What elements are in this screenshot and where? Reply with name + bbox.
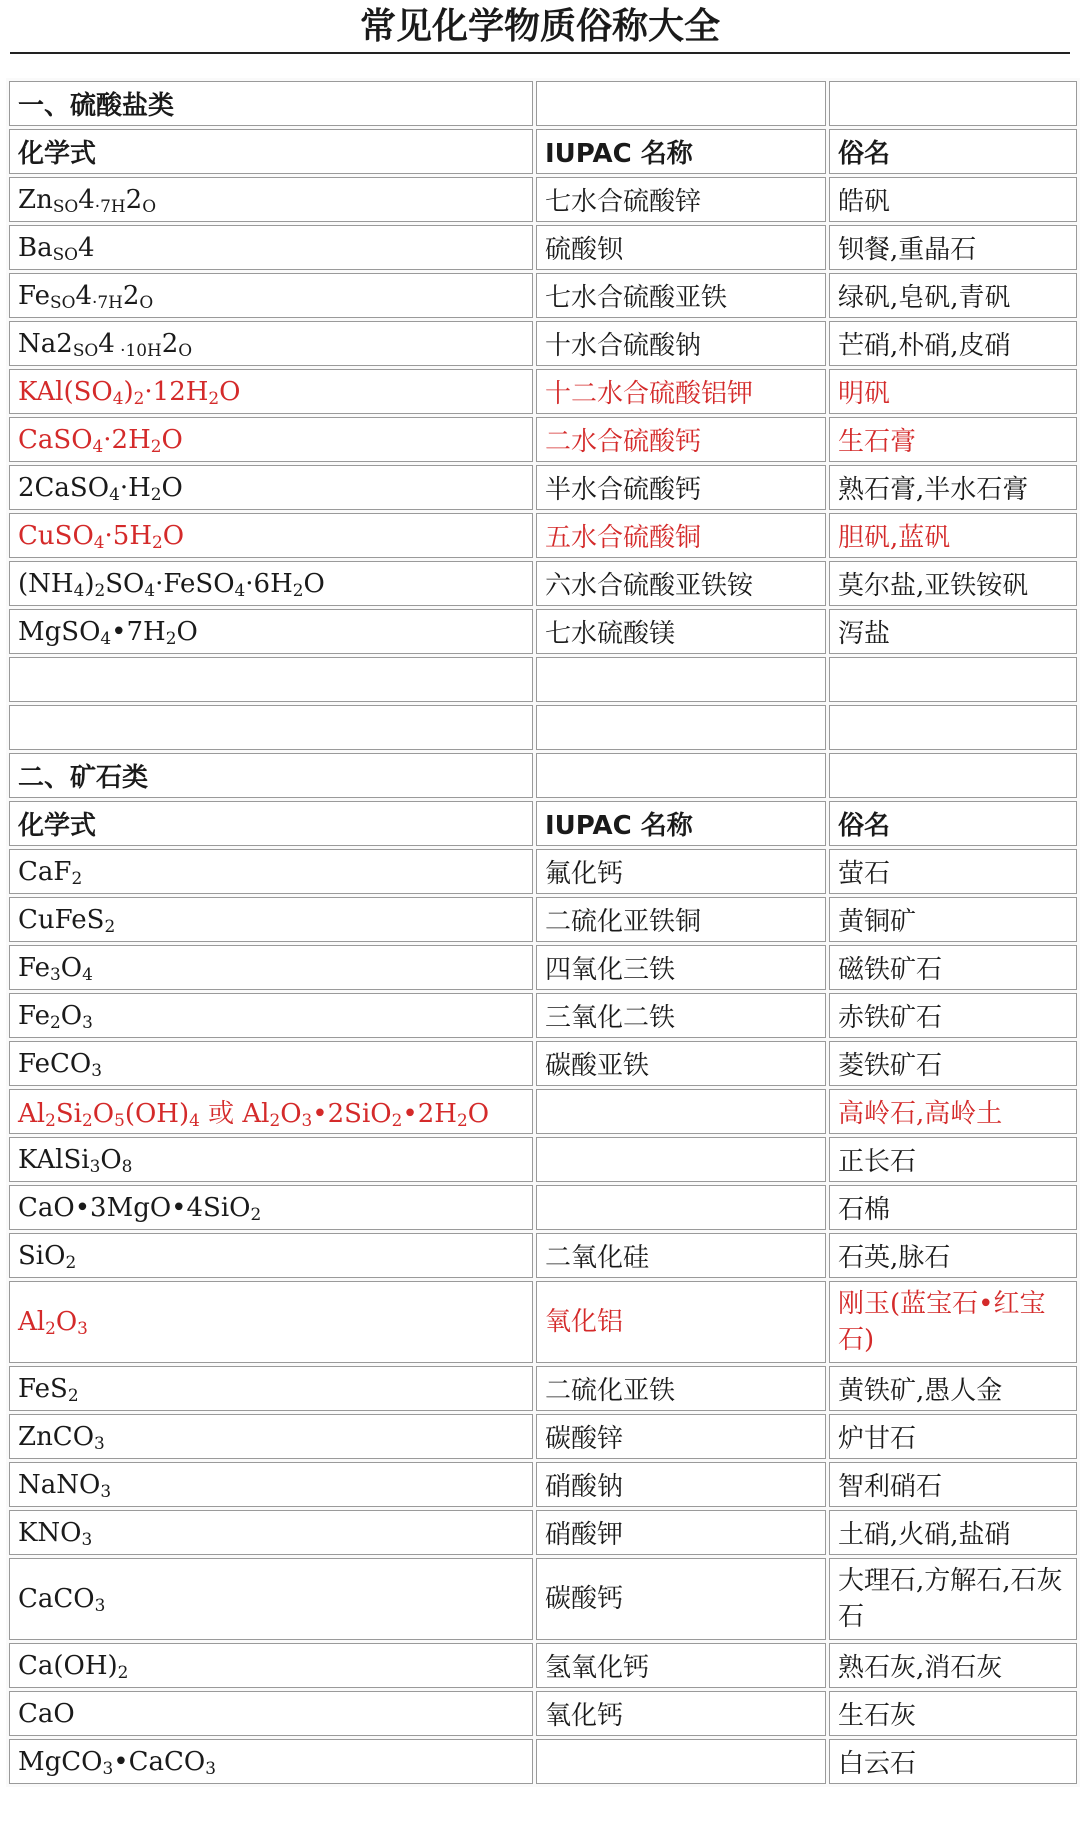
formula-cell: $CuSO_4\cdot 5H_2O$ [9, 513, 533, 558]
formula-cell: $MgSO_4•7H_2O$ [9, 609, 533, 654]
formula-cell: CaF$_2$ [9, 849, 533, 894]
table-row [9, 1462, 1077, 1507]
formula-cell: $Fe_3O_4$ [9, 945, 533, 990]
empty-cell [829, 81, 1077, 126]
iupac-name-cell [536, 1739, 826, 1784]
empty-cell [829, 753, 1077, 798]
common-name-cell: 白云石 [829, 1739, 1077, 1784]
common-name-cell: 明矾 [829, 369, 1077, 414]
table-row [9, 561, 1077, 606]
iupac-name-cell: 碳酸锌 [536, 1414, 826, 1459]
table-row [9, 417, 1077, 462]
formula-cell: SiO$_2$ [9, 1233, 533, 1278]
empty-cell [9, 657, 533, 702]
table-row [9, 897, 1077, 942]
common-name-cell: 土硝,火硝,盐硝 [829, 1510, 1077, 1555]
table-row [9, 1691, 1077, 1736]
iupac-name-cell: 十水合硫酸钠 [536, 321, 826, 366]
common-name-cell: 大理石,方解石,石灰石 [829, 1558, 1077, 1640]
formula-cell: $Ba_{SO}4$ [9, 225, 533, 270]
table-row [9, 177, 1077, 222]
table-row [9, 273, 1077, 318]
empty-cell [536, 81, 826, 126]
formula-cell: FeS$_2$ [9, 1366, 533, 1411]
table-row [9, 1643, 1077, 1688]
formula-cell: FeCO$_3$ [9, 1041, 533, 1086]
empty-cell [536, 657, 826, 702]
section-heading-row [9, 753, 1077, 798]
table-row [9, 1137, 1077, 1182]
common-name-cell: 石棉 [829, 1185, 1077, 1230]
table-row [9, 1233, 1077, 1278]
table-row [9, 1558, 1077, 1640]
iupac-name-cell: 碳酸钙 [536, 1558, 826, 1640]
table-row [9, 849, 1077, 894]
column-header: IUPAC 名称 [536, 129, 826, 174]
table-row [9, 513, 1077, 558]
table-row [9, 465, 1077, 510]
iupac-name-cell: 四氧化三铁 [536, 945, 826, 990]
empty-cell [536, 753, 826, 798]
formula-cell: $KAl(SO_4)_2\cdot 12H_2O$ [9, 369, 533, 414]
iupac-name-cell [536, 1137, 826, 1182]
common-name-cell: 萤石 [829, 849, 1077, 894]
table-row [9, 993, 1077, 1038]
formula-cell: CaCO$_3$ [9, 1558, 533, 1640]
iupac-name-cell: 硫酸钡 [536, 225, 826, 270]
formula-cell: $Al_2O_3$ [9, 1281, 533, 1363]
common-name-cell: 刚玉(蓝宝石•红宝石) [829, 1281, 1077, 1363]
table-row [9, 1366, 1077, 1411]
common-name-cell: 正长石 [829, 1137, 1077, 1182]
iupac-name-cell: 硝酸钾 [536, 1510, 826, 1555]
table-row [9, 369, 1077, 414]
formula-cell: CuFeS$_2$ [9, 897, 533, 942]
formula-cell: $Al_2Si_2O_5(OH)_4$ 或 $Al_2O_3•2SiO_2•2H_2O$ [9, 1089, 533, 1134]
iupac-name-cell: 碳酸亚铁 [536, 1041, 826, 1086]
iupac-name-cell: 氧化铝 [536, 1281, 826, 1363]
iupac-name-cell: 氢氧化钙 [536, 1643, 826, 1688]
common-name-cell: 菱铁矿石 [829, 1041, 1077, 1086]
iupac-name-cell: 七水硫酸镁 [536, 609, 826, 654]
table-row [9, 1041, 1077, 1086]
substance-table [6, 78, 1080, 1787]
column-header-row [9, 129, 1077, 174]
iupac-name-cell: 氟化钙 [536, 849, 826, 894]
formula-cell: $Fe_{SO}4_{\cdot 7H}2_O$ [9, 273, 533, 318]
page-title: 常见化学物质俗称大全 [359, 6, 720, 47]
common-name-cell: 黄铜矿 [829, 897, 1077, 942]
empty-cell [9, 705, 533, 750]
empty-cell [829, 657, 1077, 702]
section-heading: 一、硫酸盐类 [9, 81, 533, 126]
common-name-cell: 高岭石,高岭土 [829, 1089, 1077, 1134]
formula-cell: $2CaSO_4\cdot H_2O$ [9, 465, 533, 510]
common-name-cell: 莫尔盐,亚铁铵矾 [829, 561, 1077, 606]
table-body [9, 81, 1077, 1784]
empty-cell [829, 705, 1077, 750]
table-row [9, 1510, 1077, 1555]
common-name-cell: 胆矾,蓝矾 [829, 513, 1077, 558]
table-row [9, 945, 1077, 990]
section-heading: 二、矿石类 [9, 753, 533, 798]
table-row [9, 609, 1077, 654]
table-row [9, 225, 1077, 270]
iupac-name-cell: 六水合硫酸亚铁铵 [536, 561, 826, 606]
empty-cell [536, 705, 826, 750]
formula-cell: $Ca(OH)_2$ [9, 1643, 533, 1688]
iupac-name-cell: 二氧化硅 [536, 1233, 826, 1278]
formula-cell: MgCO$_3$•CaCO$_3$ [9, 1739, 533, 1784]
formula-cell: $Na2_{SO}4$ $_{\cdot 10H}2_O$ [9, 321, 533, 366]
common-name-cell: 智利硝石 [829, 1462, 1077, 1507]
common-name-cell: 熟石灰,消石灰 [829, 1643, 1077, 1688]
table-container [6, 78, 1074, 1787]
iupac-name-cell [536, 1185, 826, 1230]
common-name-cell: 芒硝,朴硝,皮硝 [829, 321, 1077, 366]
common-name-cell: 黄铁矿,愚人金 [829, 1366, 1077, 1411]
formula-cell: NaNO$_3$ [9, 1462, 533, 1507]
blank-row [9, 705, 1077, 750]
iupac-name-cell: 七水合硫酸亚铁 [536, 273, 826, 318]
iupac-name-cell: 十二水合硫酸铝钾 [536, 369, 826, 414]
table-row [9, 1089, 1077, 1134]
table-row [9, 1185, 1077, 1230]
table-row [9, 1739, 1077, 1784]
formula-cell: $Zn_{SO}4_{\cdot 7H}2_O$ [9, 177, 533, 222]
title-underline [10, 52, 1070, 54]
formula-cell: CaO [9, 1691, 533, 1736]
common-name-cell: 磁铁矿石 [829, 945, 1077, 990]
section-heading-row [9, 81, 1077, 126]
iupac-name-cell: 三氧化二铁 [536, 993, 826, 1038]
common-name-cell: 泻盐 [829, 609, 1077, 654]
formula-cell: $KNO_3$ [9, 1510, 533, 1555]
common-name-cell: 皓矾 [829, 177, 1077, 222]
common-name-cell: 熟石膏,半水石膏 [829, 465, 1077, 510]
formula-cell: CaO•3MgO•4SiO$_2$ [9, 1185, 533, 1230]
common-name-cell: 生石灰 [829, 1691, 1077, 1736]
iupac-name-cell: 硝酸钠 [536, 1462, 826, 1507]
common-name-cell: 生石膏 [829, 417, 1077, 462]
common-name-cell: 绿矾,皂矾,青矾 [829, 273, 1077, 318]
formula-cell: $(NH_4)_2SO_4\cdot FeSO_4\cdot 6H_2O$ [9, 561, 533, 606]
common-name-cell: 钡餐,重晶石 [829, 225, 1077, 270]
common-name-cell: 赤铁矿石 [829, 993, 1077, 1038]
blank-row [9, 657, 1077, 702]
common-name-cell: 石英,脉石 [829, 1233, 1077, 1278]
formula-cell: $CaSO_4\cdot 2H_2O$ [9, 417, 533, 462]
table-row [9, 321, 1077, 366]
iupac-name-cell: 氧化钙 [536, 1691, 826, 1736]
formula-cell: $Fe_2O_3$ [9, 993, 533, 1038]
formula-cell: $KAlSi_3O_8$ [9, 1137, 533, 1182]
common-name-cell: 炉甘石 [829, 1414, 1077, 1459]
column-header: IUPAC 名称 [536, 801, 826, 846]
column-header: 俗名 [829, 129, 1077, 174]
formula-cell: ZnCO$_3$ [9, 1414, 533, 1459]
column-header: 俗名 [829, 801, 1077, 846]
iupac-name-cell: 二硫化亚铁铜 [536, 897, 826, 942]
column-header: 化学式 [9, 801, 533, 846]
iupac-name-cell [536, 1089, 826, 1134]
iupac-name-cell: 七水合硫酸锌 [536, 177, 826, 222]
table-row [9, 1281, 1077, 1363]
iupac-name-cell: 五水合硫酸铜 [536, 513, 826, 558]
column-header: 化学式 [9, 129, 533, 174]
iupac-name-cell: 半水合硫酸钙 [536, 465, 826, 510]
iupac-name-cell: 二硫化亚铁 [536, 1366, 826, 1411]
column-header-row [9, 801, 1077, 846]
table-row [9, 1414, 1077, 1459]
iupac-name-cell: 二水合硫酸钙 [536, 417, 826, 462]
